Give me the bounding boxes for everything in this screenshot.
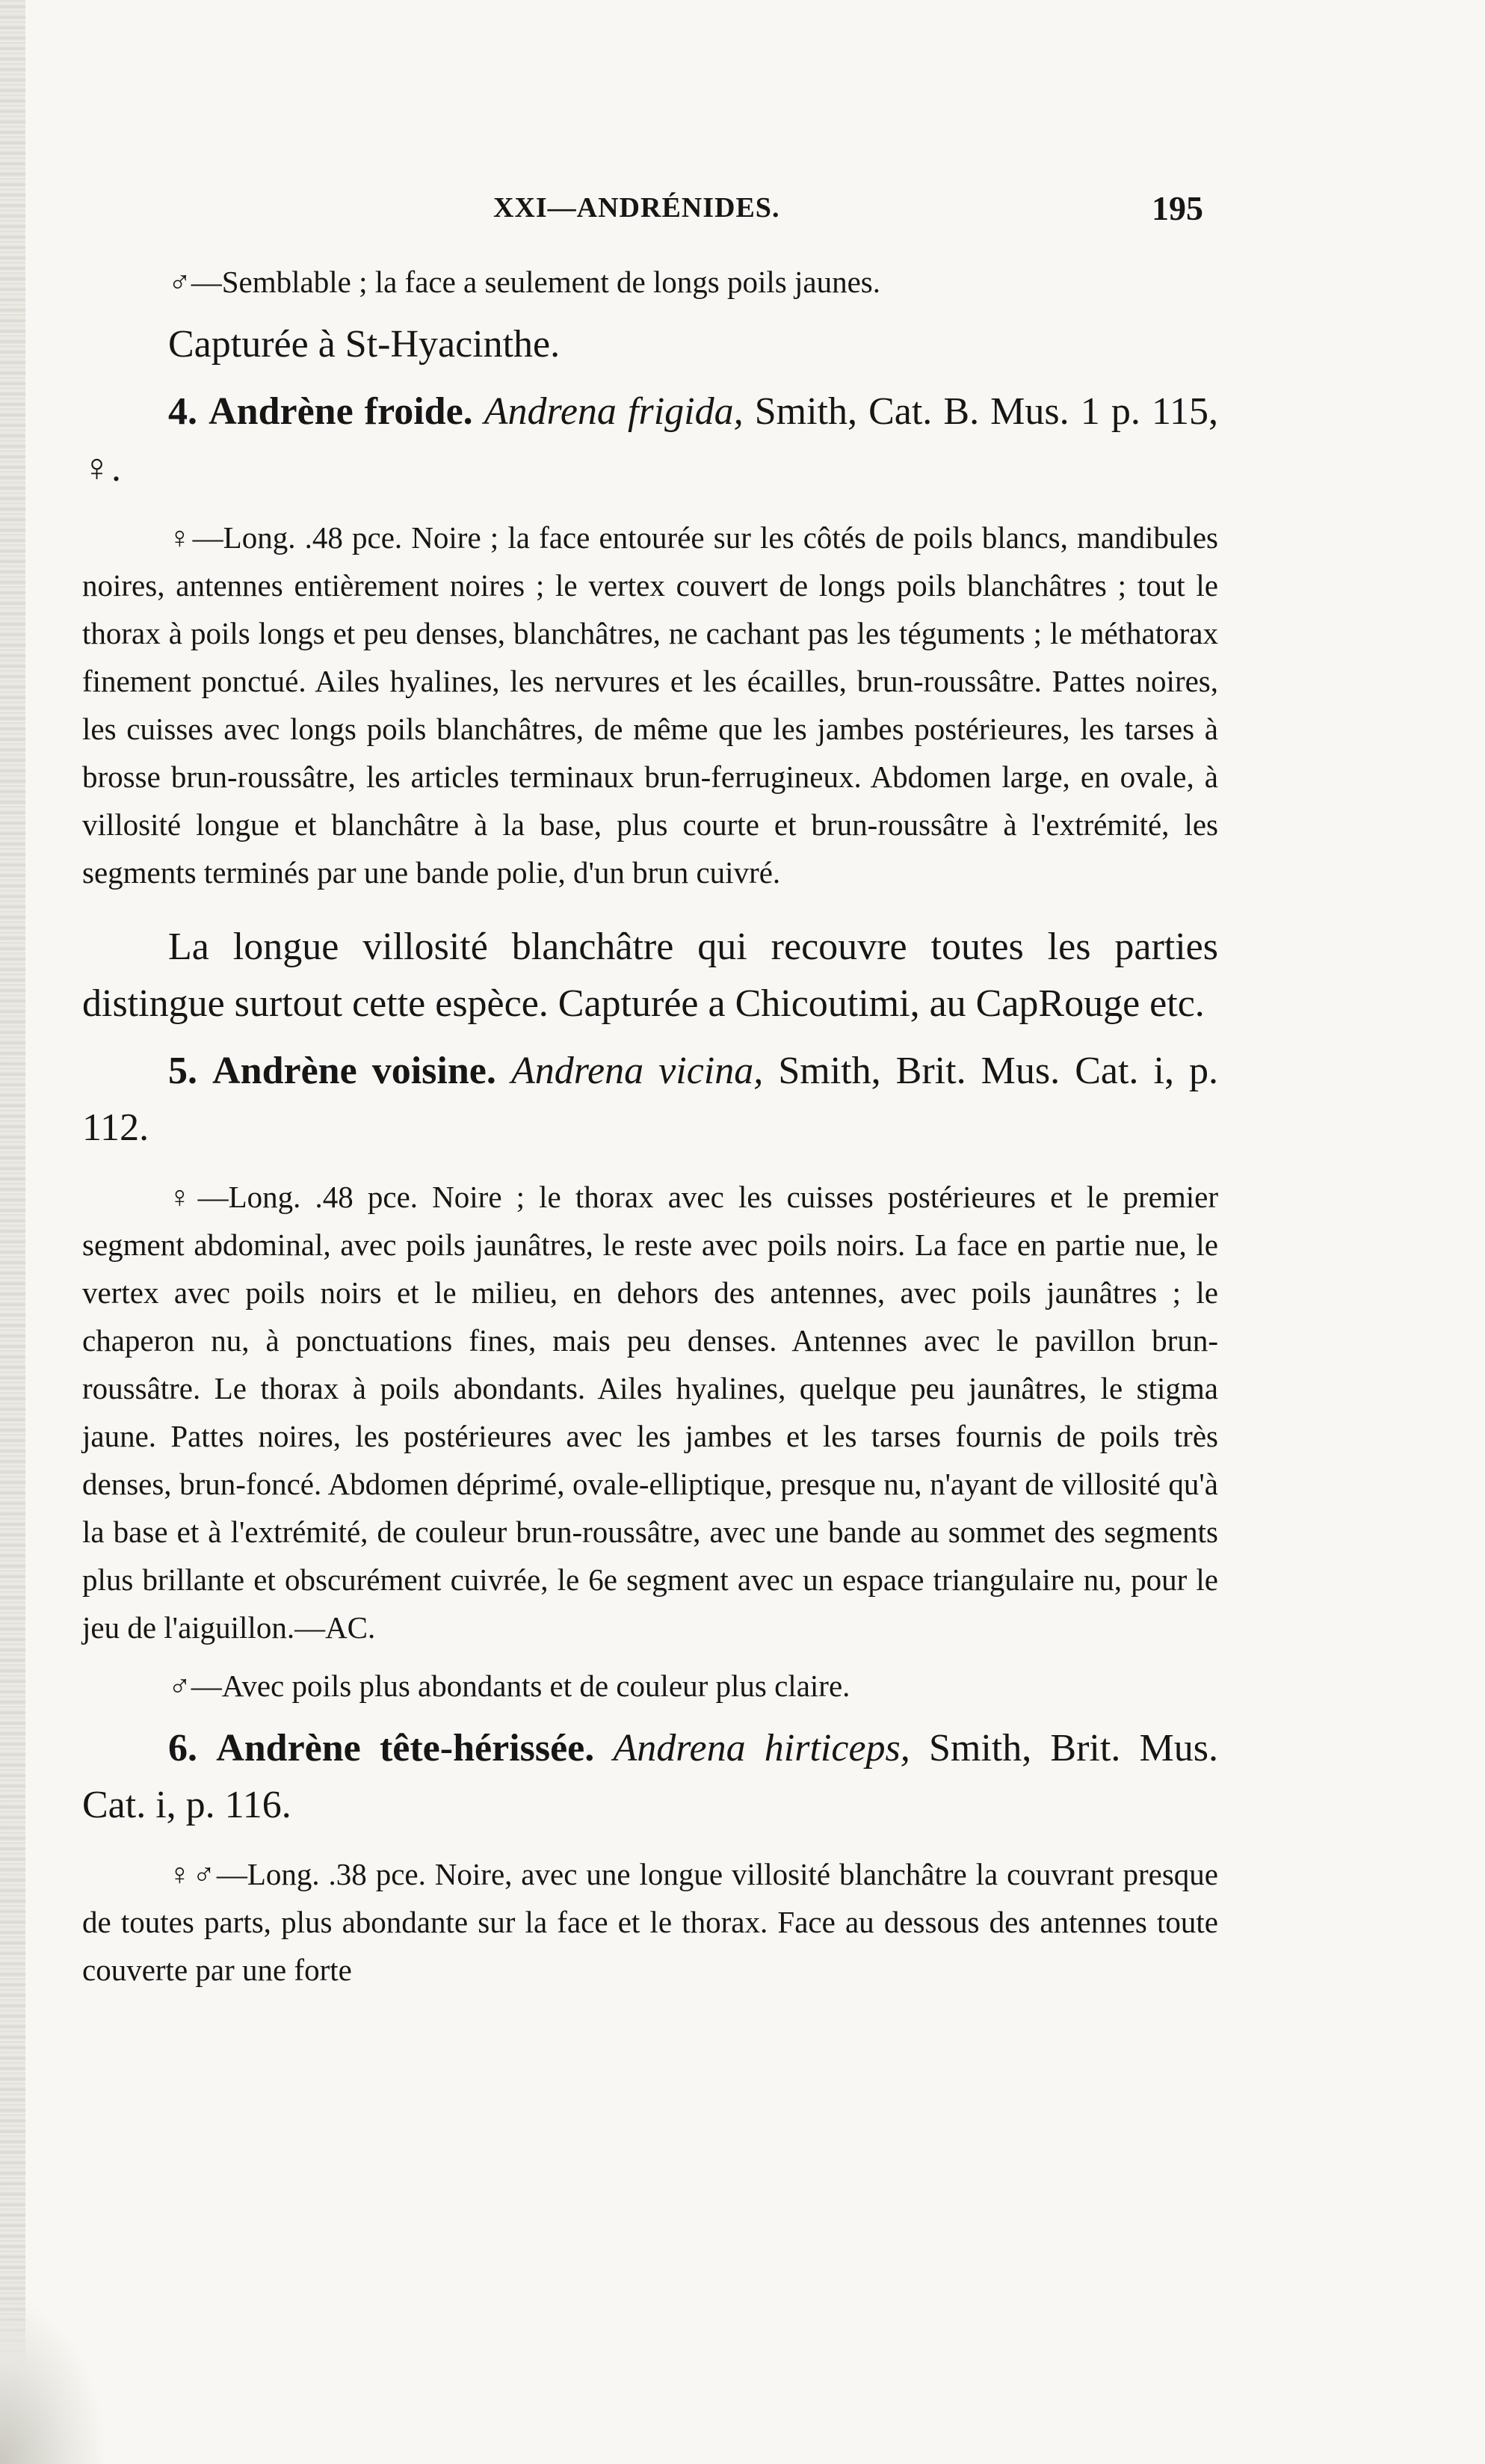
paragraph-male-description-5: ♂—Avec poils plus abondants et de couleur plus claire. xyxy=(168,1669,850,1703)
paragraph-description-6: ♀♂—Long. .38 pce. Noire, avec une longue villosité blanchâtre la couvrant presque de toutes parts, plus abondante sur la face et le thorax. Face au dessous des antennes toute couverte par une forte xyxy=(82,1857,1218,1987)
species-heading-5 xyxy=(82,1043,1218,1156)
species-reference: Smith, Cat. B. Mus. 1 p. 115, ♀. xyxy=(82,390,1219,490)
page-number: 195 xyxy=(1152,189,1203,227)
species-number: 5. xyxy=(168,1050,197,1092)
page-body xyxy=(82,258,1218,1994)
paragraph-male-description-3: ♂—Semblable ; la face a seulement de longs poils jaunes. xyxy=(168,265,880,299)
running-header xyxy=(164,188,1203,233)
species-reference: Smith, Brit. Mus. Cat. i, p. 112. xyxy=(82,1050,1219,1149)
species-heading-6 xyxy=(82,1720,1218,1834)
species-reference: Smith, Brit. Mus. Cat. i, p. 116. xyxy=(82,1727,1218,1826)
species-number: 4. xyxy=(168,390,197,433)
species-common-name: Andrène froide. xyxy=(209,390,473,433)
chapter-title: XXI—ANDRÉNIDES. xyxy=(493,192,780,224)
paragraph-female-description-4: ♀—Long. .48 pce. Noire ; la face entourée sur les côtés de poils blancs, mandibules noires, antennes entièrement noires ; le vertex couvert de longs poils blanchâtres ; tout le thorax à poils longs et peu denses, blanchâtres, ne cachant pas les téguments ; le méthatorax finement ponctué. Ailes hyalines, les nervures et les écailles, brun-roussâtre. Pattes noires, les cuisses avec longs poils blanchâtres, de même que les jambes postérieures, les tarses à brosse brun-roussâtre, les articles terminaux brun-ferrugineux. Abdomen large, en ovale, à villosité longue et blanchâtre à la base, plus courte et brun-roussâtre à l'extrémité, les segments terminés par une bande polie, d'un brun cuivré. xyxy=(82,520,1218,890)
species-latin-name: Andrena hirticeps, xyxy=(613,1727,910,1770)
species-common-name: Andrène tête-hérissée. xyxy=(216,1727,595,1770)
page-binding-edge xyxy=(0,0,25,2464)
species-latin-name: Andrena frigida, xyxy=(484,390,744,433)
species-number: 6. xyxy=(168,1727,197,1770)
species-latin-name: Andrena vicina, xyxy=(510,1050,764,1092)
species-common-name: Andrène voisine. xyxy=(212,1050,496,1092)
species-heading-4 xyxy=(82,384,1218,497)
page-corner-shadow xyxy=(0,2300,105,2464)
paragraph-female-description-5: ♀—Long. .48 pce. Noire ; le thorax avec les cuisses postérieures et le premier segment abdominal, avec poils jaunâtres, le reste avec poils noirs. La face en partie nue, le vertex avec poils noirs et le milieu, en dehors des antennes, avec poils jaunâtres ; le chaperon nu, à ponctuations fines, mais peu denses. Antennes avec le pavillon brun-roussâtre. Le thorax à poils abondants. Ailes hyalines, quelque peu jaunâtres, le stigma jaune. Pattes noires, les postérieures avec les jambes et les tarses fournis de poils très denses, brun-foncé. Abdomen déprimé, ovale-elliptique, presque nu, n'ayant de villosité qu'à la base et à l'extrémité, de couleur brun-roussâtre, avec une bande au sommet des segments plus brillante et obscurément cuivrée, le 6e segment avec un espace triangulaire nu, pour le jeu de l'aiguillon.—AC. xyxy=(82,1180,1218,1645)
paragraph-remarks-4: La longue villosité blanchâtre qui recouvre toutes les parties distingue surtout cette espèce. Capturée a Chicoutimi, au CapRouge etc. xyxy=(82,925,1218,1025)
paragraph-capture-location-3: Capturée à St-Hyacinthe. xyxy=(168,323,561,366)
